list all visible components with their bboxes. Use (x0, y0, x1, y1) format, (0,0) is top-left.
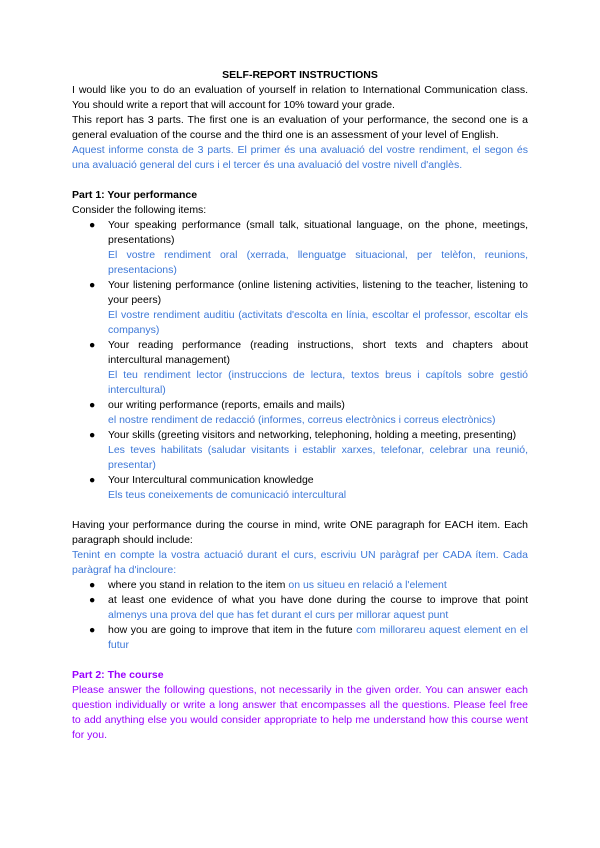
list-item (72, 593, 528, 623)
item-text: Your speaking performance (small talk, situational language, on the phone, meetings, presentations) (108, 219, 528, 246)
having-paragraph: Having your performance during the course in mind, write ONE paragraph for EACH item. Each paragraph should include: (72, 519, 528, 546)
part2-heading: Part 2: The course (72, 669, 164, 681)
item-text: at least one evidence of what you have done during the course to improve that point (108, 594, 528, 606)
bullet-icon: ● (89, 219, 96, 231)
part1-heading: Part 1: Your performance (72, 189, 198, 201)
list-item (72, 428, 528, 473)
bullet-icon: ● (89, 429, 96, 441)
having-translation: Tenint en compte la vostra actuació durant el curs, escriviu UN paràgraf per CADA ítem. Cada paràgraf ha d'incloure: (72, 549, 528, 576)
part2-text: Please answer the following questions, not necessarily in the given order. You can answer each question individually or write a long answer that encompasses all the questions. Please feel free to add anything else you would consider appropriate to help me understand how this course went for you. (72, 684, 528, 741)
document-page (72, 68, 528, 743)
item-translation: Les teves habilitats (saludar visitants i establir xarxes, telefonar, celebrar una reunió, presentar) (108, 444, 528, 471)
item-translation: El vostre rendiment auditiu (activitats d'escolta en línia, escoltar el professor, escoltar els companys) (108, 309, 528, 336)
bullet-icon: ● (89, 399, 96, 411)
part1-item-list (72, 218, 528, 503)
item-text: Your listening performance (online listening activities, listening to the teacher, listening to your peers) (108, 279, 528, 306)
bullet-icon: ● (89, 579, 96, 591)
bullet-icon: ● (89, 624, 96, 636)
part1-consider: Consider the following items: (72, 204, 207, 216)
intro-paragraph-2: This report has 3 parts. The first one is an evaluation of your performance, the second one is a general evaluation of the course and the third one is an assessment of your level of English. (72, 114, 528, 141)
bullet-icon: ● (89, 594, 96, 606)
bullet-icon: ● (89, 339, 96, 351)
item-text: how you are going to improve that item in the future (108, 624, 353, 636)
list-item (72, 578, 528, 593)
list-item (72, 218, 528, 278)
item-translation: El vostre rendiment oral (xerrada, llenguatge situacional, per telèfon, reunions, presentacions) (108, 249, 528, 276)
item-translation: on us situeu en relació a l'element (288, 579, 447, 591)
bullet-icon: ● (89, 279, 96, 291)
item-translation: El teu rendiment lector (instruccions de lectura, textos breus i capítols sobre gestió intercultural) (108, 369, 528, 396)
item-text: where you stand in relation to the item (108, 579, 286, 591)
include-list (72, 578, 528, 653)
item-translation: almenys una prova del que has fet durant el curs per millorar aquest punt (108, 609, 449, 621)
item-translation: com millorareu aquest element en el futur (108, 624, 528, 651)
list-item (72, 338, 528, 398)
list-item (72, 278, 528, 338)
item-text: Your skills (greeting visitors and networking, telephoning, holding a meeting, presenting) (108, 429, 517, 441)
intro-translation: Aquest informe consta de 3 parts. El primer és una avaluació del vostre rendiment, el segon és una avaluació general del curs i el tercer és una avaluació del vostre nivell d'anglès. (72, 144, 528, 171)
bullet-icon: ● (89, 474, 96, 486)
item-translation: el nostre rendiment de redacció (informes, correus electrònics i correus electrònics) (108, 414, 496, 426)
item-translation: Els teus coneixements de comunicació intercultural (108, 489, 347, 501)
item-text: Your reading performance (reading instructions, short texts and chapters about intercultural management) (108, 339, 528, 366)
list-item (72, 398, 528, 428)
list-item (72, 623, 528, 653)
intro-paragraph-1: I would like you to do an evaluation of yourself in relation to International Communication class. You should write a report that will account for 10% toward your grade. (72, 84, 528, 111)
item-text: our writing performance (reports, emails and mails) (108, 399, 345, 411)
list-item (72, 473, 528, 503)
item-text: Your Intercultural communication knowledge (108, 474, 314, 486)
page-title: SELF-REPORT INSTRUCTIONS (222, 69, 378, 81)
